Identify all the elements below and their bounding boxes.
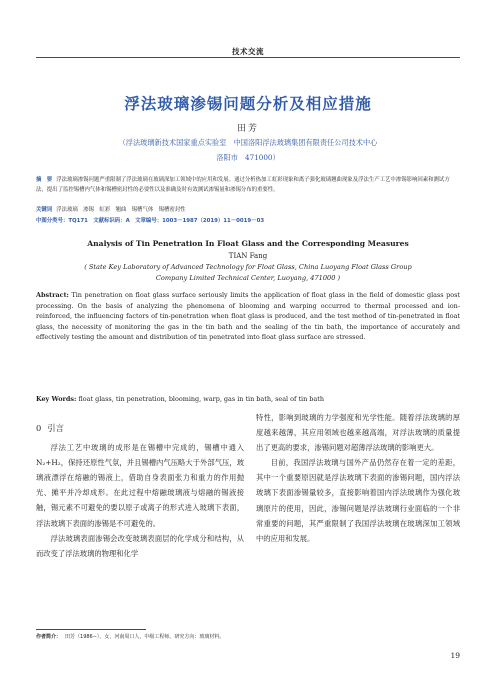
affiliation-english-line1: ( State Key Laboratory of Advanced Technology for Float Glass, China Luoyang Float Glass Group xyxy=(84,263,412,271)
keywords-chinese xyxy=(36,205,460,213)
author-english: TIAN Fang xyxy=(228,252,268,260)
paragraph: 目前，我国浮法玻璃与国外产品仍然存在着一定的差距，其中一个重要原因就是浮法玻璃下表面的渗锡问题，国内浮法玻璃下表面渗锡量较多，直接影响着国内浮法玻璃作为强化玻璃原片的使用，因此，渗锡问题是浮法玻璃行业面临的一个非常重要的问题，其严重限制了我国浮法玻璃在玻璃深加工领域中的应用和发展。 xyxy=(256,458,460,543)
author-chinese: 田芳 xyxy=(236,124,259,134)
section-number: 0 xyxy=(36,423,42,433)
footnote-rule xyxy=(36,629,146,630)
abstract-english xyxy=(36,290,460,343)
header-rule xyxy=(36,57,460,58)
body-column-left xyxy=(36,421,244,561)
abstract-english-text: Tin penetration on float glass surface seriously limits the application of float glass in the field of domestic glass post processing. On the basis of analyzing the phenomena of blooming and warping occurred to thermal processed and ion-reinforced, the influencing factors of tin-penetration when float glass is produced, and the test method of tin-penetrated in float glass, the necessity of monitoring the gas in the tin bath and the sealing of the tin bath, the importance of accurately and effectively testing the amount and distribution of tin penetrated into float glass surface are stressed. xyxy=(36,291,460,341)
abstract-chinese-text: 浮法玻璃渗锡问题严重限制了浮法玻璃在玻璃深加工领域中的应用和发展。通过分析热加工虹彩现象和离子强化玻璃翘曲现象及浮法生产工艺中渗锡影响因素和测试方法，提出了监控锡槽内气体和锡槽密封性的必要性以及准确及时有效测试渗锡量和渗锡分布的重要性。 xyxy=(36,177,450,193)
affiliation-chinese-line2: 洛阳市 471000） xyxy=(216,153,280,162)
paragraph: 浮法玻璃表面渗锡会改变玻璃表面层的化学成分和结构，从而改变了浮法玻璃的物理和化学 xyxy=(36,533,244,558)
keywords-chinese-text: 浮法玻璃 渗锡 虹彩 翘曲 锡槽气体 锡槽密封性 xyxy=(56,207,186,213)
title-english: Analysis of Tin Penetration In Float Glass and the Corresponding Measures xyxy=(87,239,409,248)
journal-section-label: 技术交流 xyxy=(232,47,264,56)
keywords-chinese-label: 关键词 xyxy=(36,207,53,213)
author-footnote xyxy=(36,633,460,640)
abstract-english-label: Abstract: xyxy=(36,291,69,299)
keywords-english-label: Key Words: xyxy=(36,395,77,403)
abstract-chinese xyxy=(36,176,460,195)
page-number: 19 xyxy=(450,651,460,660)
paragraph: 浮法工艺中玻璃的成形是在锡槽中完成的，锡槽中通入N₂+H₂，保持还原性气氛，并且锡槽内气压略大于外部气压，玻璃液漂浮在熔融的锡液上，借助自身表面张力和重力的作用抛光、摊平并冷却成形。在此过程中熔融玻璃液与熔融的锡液接触，锡元素不可避免的要以原子或离子的形式进入玻璃下表面，浮法玻璃下表面的渗锡是不可避免的。 xyxy=(36,443,244,528)
section-heading-text: 引言 xyxy=(47,423,64,433)
body-column-right xyxy=(256,410,460,546)
footnote-label: 作者简介： xyxy=(36,634,62,640)
paragraph: 特性，影响到玻璃的力学强度和光学性能。随着浮法玻璃的厚度越来越薄，其应用领域也越来越高端，对浮法玻璃的质量提出了更高的要求，渗锡问题对超薄浮法玻璃的影响更大。 xyxy=(256,413,460,453)
affiliation-chinese-line1: （浮法玻璃新技术国家重点实验室 中国洛阳浮法玻璃集团有限责任公司技术中心 xyxy=(118,138,378,147)
affiliation-english-line2: Company Limited Technical Center, Luoyang, 471000 ) xyxy=(155,274,341,282)
section-heading-introduction xyxy=(36,421,244,436)
footnote-text: 田芳（1986−），女，河南周口人，中级工程师。研究方向：玻璃材料。 xyxy=(65,634,225,640)
abstract-chinese-label: 摘 要 xyxy=(36,177,53,183)
classification-codes xyxy=(36,216,460,224)
keywords-english xyxy=(36,395,460,403)
keywords-english-text: float glass, tin penetration, blooming, warp, gas in tin bath, seal of tin bath xyxy=(78,395,324,403)
classification-text: 中图分类号：TQ171 文献标识码：A 文章编号：1003－1987（2019）11－0019－03 xyxy=(36,218,265,224)
title-chinese: 浮法玻璃渗锡问题分析及相应措施 xyxy=(124,95,372,113)
